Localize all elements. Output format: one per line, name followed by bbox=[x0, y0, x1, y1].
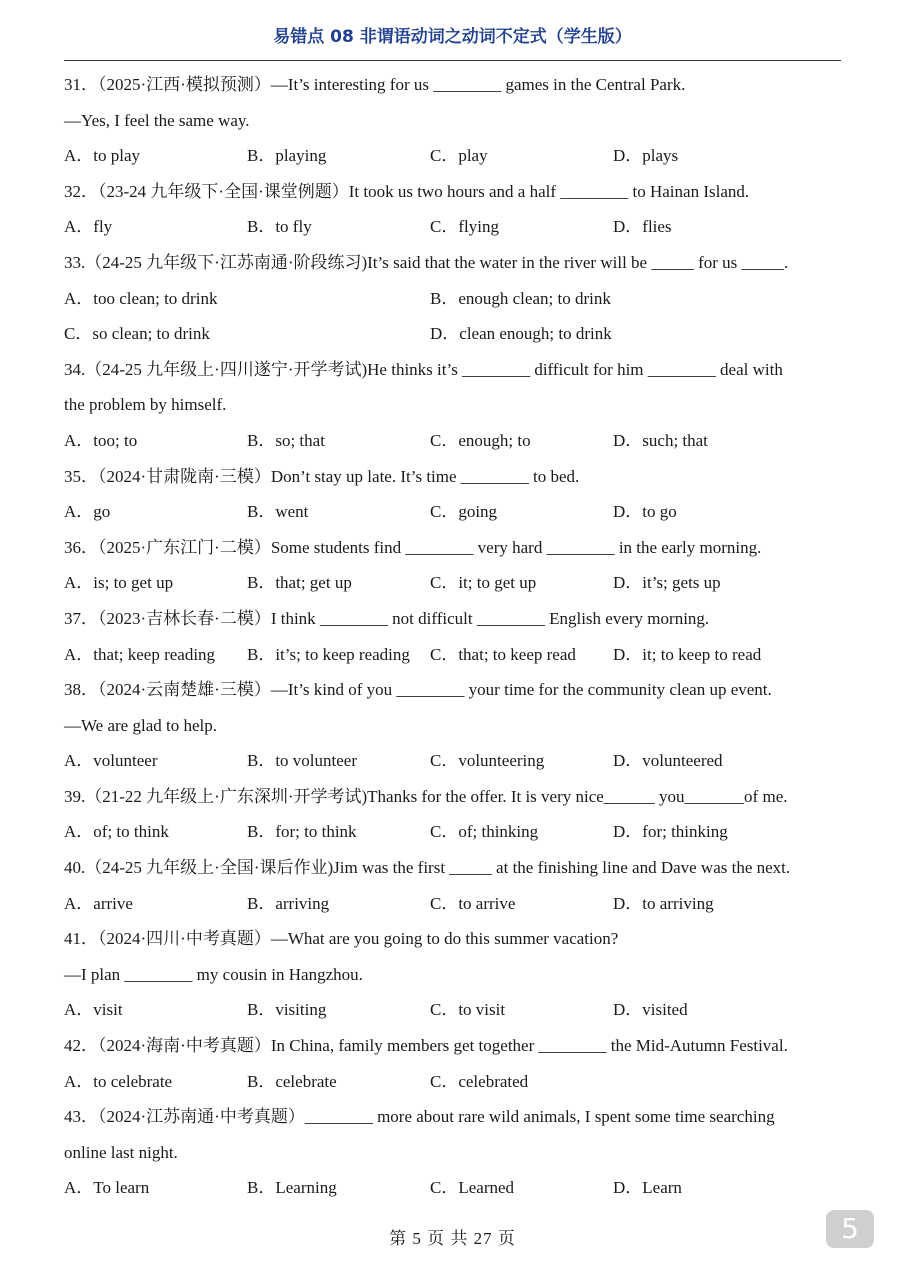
option-row bbox=[64, 316, 842, 352]
answer-option: D．volunteered bbox=[613, 751, 723, 771]
answer-option: D．visited bbox=[613, 1000, 688, 1020]
answer-option: D．to go bbox=[613, 502, 677, 522]
question-line: 33.（24-25 九年级下·江苏南通·阶段练习)It’s said that the water in the river will be _____ for us _____. bbox=[64, 252, 789, 272]
answer-option: B．so; that bbox=[247, 430, 325, 450]
answer-option: D．for; thinking bbox=[613, 822, 728, 842]
question-line: 39.（21-22 九年级上·广东深圳·开学考试)Thanks for the offer. It is very nice______ you_______of me. bbox=[64, 786, 788, 806]
question-line: 32．（23-24 九年级下·全国·课堂例题）It took us two hours and a half ________ to Hainan Island. bbox=[64, 181, 750, 201]
answer-option: A．fly bbox=[64, 217, 113, 237]
option-row bbox=[64, 565, 842, 601]
question-line: 40.（24-25 九年级上·全国·课后作业)Jim was the first _____ at the finishing line and Dave was the next. bbox=[64, 858, 791, 878]
answer-option: C．flying bbox=[430, 217, 499, 237]
answer-option: C．to visit bbox=[430, 1000, 506, 1020]
answer-option: A．To learn bbox=[64, 1178, 150, 1198]
answer-option: D．clean enough; to drink bbox=[430, 324, 612, 344]
header-rule bbox=[64, 60, 841, 61]
option-row bbox=[64, 992, 842, 1028]
option-row bbox=[64, 814, 842, 850]
answer-option: D．to arriving bbox=[613, 893, 714, 913]
question-line: —We are glad to help. bbox=[64, 715, 217, 735]
answer-option: C．to arrive bbox=[430, 893, 516, 913]
option-row bbox=[64, 138, 842, 174]
answer-option: C．so clean; to drink bbox=[64, 324, 210, 344]
option-row bbox=[64, 1064, 842, 1100]
page-number-badge: 5 bbox=[826, 1210, 874, 1248]
answer-option: A．to play bbox=[64, 146, 141, 166]
question-line: —I plan ________ my cousin in Hangzhou. bbox=[64, 964, 363, 984]
answer-option: B．arriving bbox=[247, 893, 330, 913]
answer-option: C．it; to get up bbox=[430, 573, 537, 593]
question-line: 37．（2023·吉林长春·二模）I think ________ not difficult ________ English every morning. bbox=[64, 608, 710, 628]
answer-option: B．it’s; to keep reading bbox=[247, 644, 410, 664]
answer-option: A．go bbox=[64, 502, 111, 522]
answer-option: C．Learned bbox=[430, 1178, 515, 1198]
answer-option: B．visiting bbox=[247, 1000, 327, 1020]
question-line: 31．（2025·江西·模拟预测）—It’s interesting for us ________ games in the Central Park. bbox=[64, 75, 686, 94]
option-row bbox=[64, 637, 842, 673]
question-line: 35．（2024·甘肃陇南·三模）Don’t stay up late. It’s time ________ to bed. bbox=[64, 466, 580, 486]
answer-option: A．to celebrate bbox=[64, 1071, 173, 1091]
answer-option: B．went bbox=[247, 502, 309, 522]
question-line: the problem by himself. bbox=[64, 395, 227, 415]
answer-option: D．it; to keep to read bbox=[613, 644, 762, 664]
page-footer: 第 5 页 共 27 页 bbox=[389, 1229, 516, 1248]
answer-option: D．such; that bbox=[613, 430, 708, 450]
question-line: —Yes, I feel the same way. bbox=[64, 110, 250, 130]
answer-option: A．of; to think bbox=[64, 822, 169, 842]
answer-option: C．of; thinking bbox=[430, 822, 539, 842]
answer-option: B．celebrate bbox=[247, 1071, 337, 1091]
answer-option: C．celebrated bbox=[430, 1071, 529, 1091]
option-row bbox=[64, 281, 842, 317]
answer-option: C．enough; to bbox=[430, 430, 531, 450]
answer-option: D．it’s; gets up bbox=[613, 573, 721, 593]
option-row bbox=[64, 1170, 842, 1206]
option-row bbox=[64, 209, 842, 245]
answer-option: A．volunteer bbox=[64, 751, 158, 771]
option-row bbox=[64, 494, 842, 530]
question-line: 41．（2024·四川·中考真题）—What are you going to do this summer vacation? bbox=[64, 929, 619, 949]
question-line: 43．（2024·江苏南通·中考真题）________ more about rare wild animals, I spent some time searching bbox=[64, 1107, 775, 1127]
answer-option: B．for; to think bbox=[247, 822, 357, 842]
option-row bbox=[64, 423, 842, 459]
answer-option: B．enough clean; to drink bbox=[430, 288, 611, 308]
answer-option: C．play bbox=[430, 146, 488, 166]
answer-option: A．arrive bbox=[64, 893, 133, 913]
question-list bbox=[64, 67, 842, 1206]
answer-option: D．flies bbox=[613, 217, 672, 237]
option-row bbox=[64, 886, 842, 922]
page-header-title: 易错点 08 非谓语动词之动词不定式（学生版） bbox=[273, 27, 632, 47]
answer-option: D．Learn bbox=[613, 1178, 682, 1198]
option-row bbox=[64, 743, 842, 779]
answer-option: B．Learning bbox=[247, 1178, 337, 1198]
question-line: 34.（24-25 九年级上·四川遂宁·开学考试)He thinks it’s ________ difficult for him ________ deal with bbox=[64, 359, 783, 379]
answer-option: C．that; to keep read bbox=[430, 644, 576, 664]
question-line: 36．（2025·广东江门·二模）Some students find ________ very hard ________ in the early morning. bbox=[64, 537, 762, 557]
answer-option: A．too; to bbox=[64, 430, 138, 450]
question-line: online last night. bbox=[64, 1142, 178, 1162]
answer-option: C．volunteering bbox=[430, 751, 545, 771]
answer-option: B．that; get up bbox=[247, 573, 352, 593]
answer-option: A．visit bbox=[64, 1000, 123, 1020]
answer-option: D．plays bbox=[613, 146, 679, 166]
question-line: 42．（2024·海南·中考真题）In China, family members get together ________ the Mid-Autumn Festival. bbox=[64, 1036, 788, 1056]
answer-option: B．to volunteer bbox=[247, 751, 358, 771]
answer-option: A．is; to get up bbox=[64, 573, 174, 593]
answer-option: C．going bbox=[430, 502, 498, 522]
answer-option: A．that; keep reading bbox=[64, 644, 216, 664]
question-line: 38．（2024·云南楚雄·三模）—It’s kind of you ________ your time for the community clean up event. bbox=[64, 680, 772, 700]
answer-option: A．too clean; to drink bbox=[64, 288, 218, 308]
answer-option: B．to fly bbox=[247, 217, 312, 237]
answer-option: B．playing bbox=[247, 146, 327, 166]
